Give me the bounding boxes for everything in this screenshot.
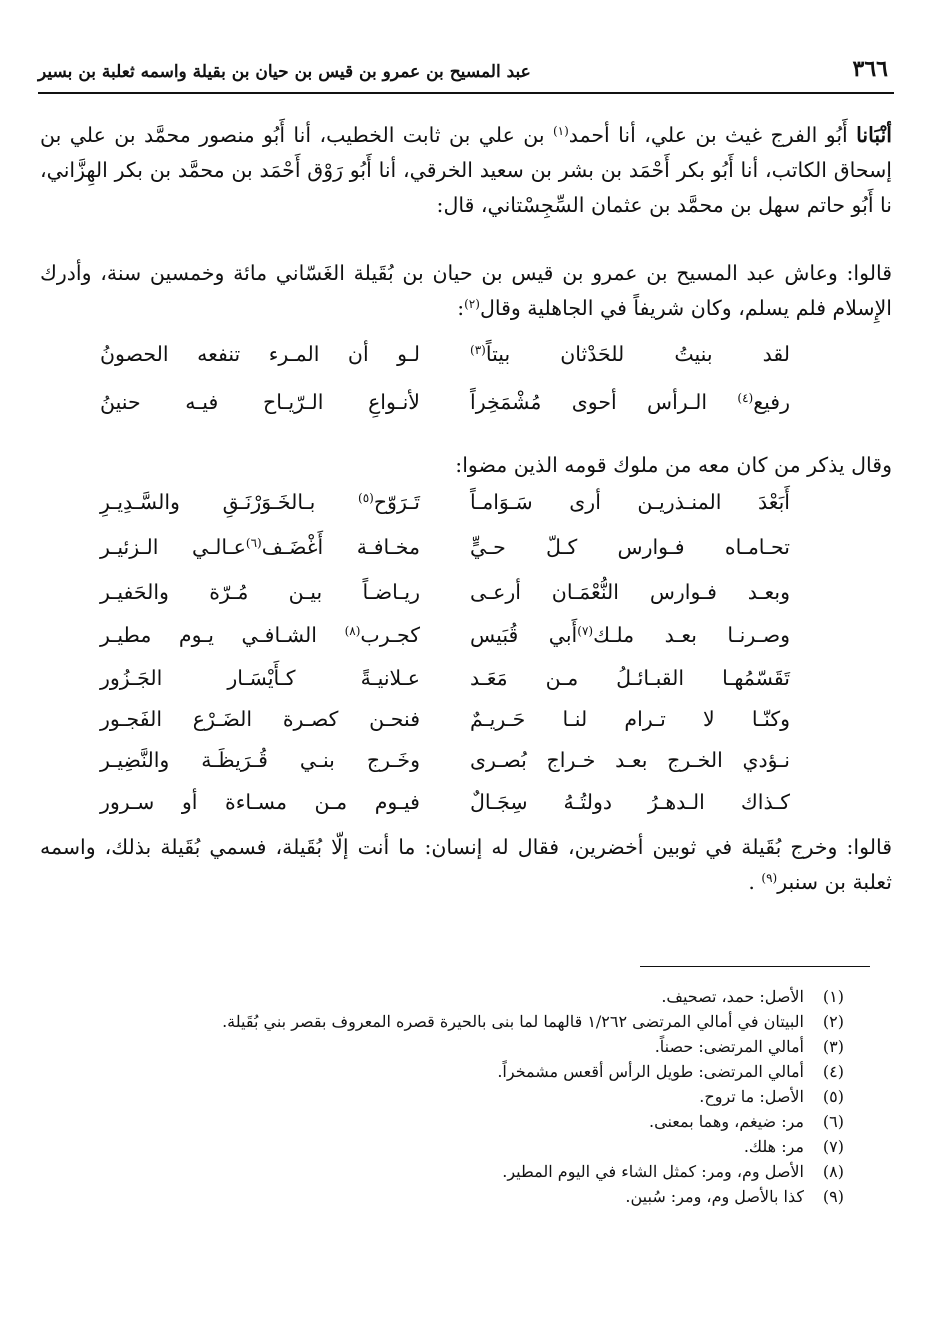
- verse-line: [100, 390, 790, 428]
- footnote-ref[interactable]: (٨): [344, 624, 361, 638]
- verse-first-hemistich: رفيع$^{(٤)}$ الـرأس أحوى مُشْمَخِراً: [470, 390, 790, 414]
- verse-first-hemistich: أَبَعْدَ المنـذريـن أرى سَـوَامـاً: [470, 490, 790, 514]
- footnote-number: (٤): [822, 1062, 844, 1081]
- footnote-ref[interactable]: (٩): [761, 871, 778, 885]
- footnote-text: كذا بالأصل وم، ومر: سُبين.: [625, 1187, 804, 1206]
- header-rule: [38, 92, 894, 94]
- verse-line: [100, 490, 790, 528]
- footnote-ref[interactable]: (٥): [358, 491, 374, 505]
- footnote-number: (٥): [822, 1087, 844, 1106]
- footnote-text: الأصل: ما تروح.: [699, 1087, 804, 1106]
- footnote-number: (٨): [822, 1162, 844, 1181]
- lead-word: أنْبَانا: [856, 123, 892, 147]
- verse-second-hemistich: وخَـرج بنـي قُـرَيظَـة والنَّضِيـر: [100, 748, 420, 772]
- footnote-text: أمالي المرتضى: طويل الرأس أقعس مشمخراً.: [497, 1062, 804, 1081]
- footnote-text: أمالي المرتضى: حصناً.: [654, 1037, 804, 1056]
- verse-second-hemistich: كجـرب$^{(٨)}$ الشـافـي يـوم مطيـر: [100, 623, 420, 647]
- paragraph-text: بن علي بن ثابت الخطيب، أنا أَبُو منصور محمَّد بن علي بن إسحاق الكاتب، أنا أَبُو بكر أَحْمَد بن بشر بن سعيد الخرقي، أنا أَبُو رَوْق أَحْمَد بن محمَّد بن بكر الهِزَّاني، نا أَبُو حاتم سهل بن محمَّد بن عثمان السِّجِسْتاني، قال:: [40, 123, 892, 217]
- verse-first-hemistich: وصـرنـا بعـد ملـك$^{(٧)}$أَبي قُبَيس: [470, 623, 791, 647]
- verse-first-hemistich: تحـامـاه فـوارس كـلّ حـيٍّ: [470, 535, 790, 559]
- verse-line: [100, 623, 790, 661]
- verse-second-hemistich: لـو أن المـرء تنفعه الحصونُ: [100, 342, 420, 366]
- footnote-number: (٩): [822, 1187, 844, 1206]
- footnote: [84, 1109, 844, 1134]
- verse-second-hemistich: ريـاضـاً بيـن مُـرّة والحَفيـر: [100, 580, 420, 604]
- footnote: [84, 1084, 844, 1109]
- paragraph-text: أَبُو الفرج غيث بن علي، أنا أحمد: [568, 123, 848, 147]
- verse-first-hemistich: لقد بنيتُ للحَدْثان بيتاً$^{(٣)}$: [470, 342, 790, 366]
- verse-first-hemistich: كـذاك الـدهـرُ دولتُـهُ سِجَـالٌ: [470, 790, 790, 814]
- footnote-ref[interactable]: (٣): [470, 343, 486, 357]
- narrative-paragraph: [40, 256, 892, 326]
- footnote-number: (١): [822, 987, 844, 1006]
- isnad-paragraph: [40, 118, 892, 223]
- footnote-number: (٢): [822, 1012, 844, 1031]
- verse-first-hemistich: وكنّـا لا تـرام لنـا حَـريـمٌ: [470, 707, 790, 731]
- footnote-text: مر: ضيغم، وهما بمعنى.: [649, 1112, 804, 1131]
- page-number: ٣٦٦: [852, 56, 888, 82]
- footnote: [84, 1009, 844, 1034]
- footnote: [84, 1059, 844, 1084]
- footnote-ref[interactable]: (٧): [577, 624, 594, 638]
- verse-second-hemistich: فنحـن كصـرة الضَـرْع الفَجـور: [100, 707, 420, 731]
- footnote-text: الأصل: حمد، تصحيف.: [661, 987, 804, 1006]
- intro-line: وقال يذكر من كان معه من ملوك قومه الذين مضوا:: [455, 453, 892, 477]
- verse-second-hemistich: عـلانيـةً كـأَيْسَـار الجَـزُور: [100, 666, 420, 690]
- verse-second-hemistich: لأنـواعِ الـرّيـاح فيـه حنينُ: [100, 390, 420, 414]
- footnote-text: الأصل وم، ومر: كمثل الشاء في اليوم المطير.: [502, 1162, 804, 1181]
- footnote-separator: [640, 966, 870, 967]
- footnote-text: مر: هلك.: [743, 1137, 804, 1156]
- verse-second-hemistich: فيـوم مـن مسـاءة أو سـرور: [100, 790, 420, 814]
- verse-line: [100, 790, 790, 828]
- paragraph-text: :: [457, 296, 465, 320]
- footnote-text: البيتان في أمالي المرتضى ١/٢٦٢ قالهما لما بنى بالحيرة قصره المعروف بقصر بني بُقَيلة.: [222, 1012, 804, 1031]
- paragraph-text: قالوا: وعاش عبد المسيح بن عمرو بن قيس بن حيان بن بُقَيلة الغَسّاني مائة وخمسين سنة، وأدرك الإِسلام فلم يسلم، وكان شريفاً في الجاهلية وقال: [40, 261, 892, 320]
- footnote: [84, 984, 844, 1009]
- footnote-number: (٧): [822, 1137, 844, 1156]
- footnote-ref[interactable]: (١): [552, 124, 569, 138]
- verse-line: [100, 748, 790, 786]
- footnote-ref[interactable]: (٤): [737, 391, 754, 405]
- verse-line: [100, 707, 790, 745]
- verse-first-hemistich: وبعـد فـوارس النُّعْمَـان أرعـى: [470, 580, 790, 604]
- verse-line: [100, 535, 790, 573]
- verse-first-hemistich: تَقَسّمُهـا القبـائـلُ مـن مَعَـد: [470, 666, 790, 690]
- footnote: [84, 1134, 844, 1159]
- footnote-number: (٣): [822, 1037, 844, 1056]
- verse-line: [100, 580, 790, 618]
- footnote-number: (٦): [822, 1112, 844, 1131]
- verse-second-hemistich: تَـرَوّح$^{(٥)}$ بـالخَـوَرْنَـقِ والسَّـدِيـرِ: [100, 490, 420, 514]
- footnote-ref[interactable]: (٦): [245, 536, 262, 550]
- footnote-ref[interactable]: (٢): [464, 297, 480, 311]
- footnote: [84, 1034, 844, 1059]
- footnote: [84, 1184, 844, 1209]
- footnote: [84, 1159, 844, 1184]
- footnotes: [84, 984, 844, 1209]
- verse-second-hemistich: مخـافـة أَغْضَـف$^{(٦)}$عـالـي الـزئيـر: [100, 535, 420, 559]
- running-title: عبد المسيح بن عمرو بن قيس بن حيان بن بقيلة واسمه ثعلبة بن بسير: [38, 62, 531, 82]
- verse-line: [100, 342, 790, 380]
- verse-line: [100, 666, 790, 704]
- paragraph-text: قالوا: وخرج بُقَيلة في ثوبين أخضرين، فقال له إنسان: ما أنت إلّا بُقَيلة، فسمي بُقَيلة بذلك، واسمه ثعلبة بن سنبر: [40, 835, 892, 894]
- verse-first-hemistich: نـؤدي الخـرج بعـد خـراج بُصـرى: [470, 748, 790, 772]
- page-header: [38, 54, 894, 88]
- closing-paragraph: قالوا: وخرج بُقَيلة في ثوبين أخضرين، فقال له إنسان: ما أنت إلّا بُقَيلة، فسمي بُقَيلة بذلك، واسمه ثعلبة بن سنبر$^{(٩)}$ .: [40, 835, 892, 894]
